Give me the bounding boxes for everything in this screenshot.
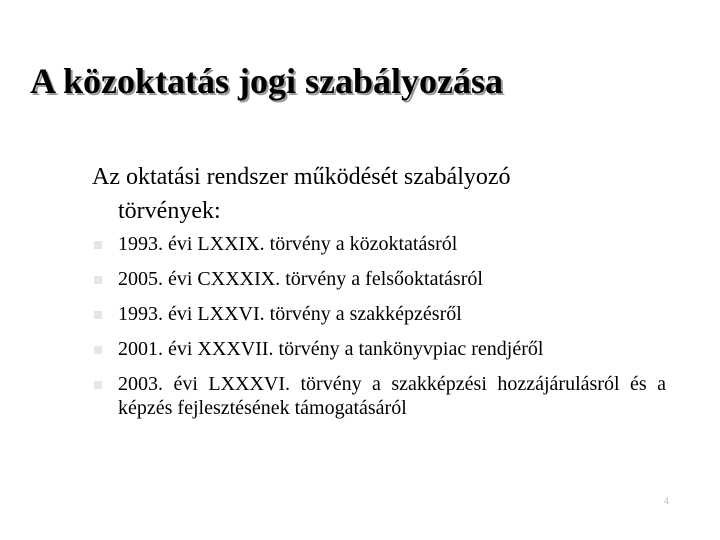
page-number: 4	[664, 496, 670, 506]
list-item	[92, 232, 666, 256]
square-bullet-icon	[94, 311, 102, 319]
square-bullet-icon	[94, 241, 102, 249]
list-item-text: 2003. évi LXXXVI. törvény a szakképzési hozzájárulásról és a képzés fejlesztésének támogatásáról	[118, 373, 666, 419]
list-item	[92, 372, 666, 420]
list-item-text: 2005. évi CXXXIX. törvény a felsőoktatásról	[118, 268, 483, 290]
list-item	[92, 337, 666, 361]
intro-text	[92, 160, 652, 228]
list-item-text: 1993. évi LXXVI. törvény a szakképzésről	[118, 303, 462, 325]
square-bullet-icon	[94, 346, 102, 354]
intro-line-1: Az oktatási rendszer működését szabályozó	[92, 164, 511, 190]
square-bullet-icon	[94, 381, 102, 389]
square-bullet-icon	[94, 276, 102, 284]
list-item	[92, 267, 666, 291]
slide-title: A közoktatás jogi szabályozása	[30, 61, 504, 101]
list-item	[92, 302, 666, 326]
law-list	[92, 232, 666, 431]
list-item-text: 1993. évi LXXIX. törvény a közoktatásról	[118, 233, 458, 255]
list-item-text: 2001. évi XXXVII. törvény a tankönyvpiac rendjéről	[118, 338, 544, 360]
intro-line-2: törvények:	[118, 198, 221, 224]
